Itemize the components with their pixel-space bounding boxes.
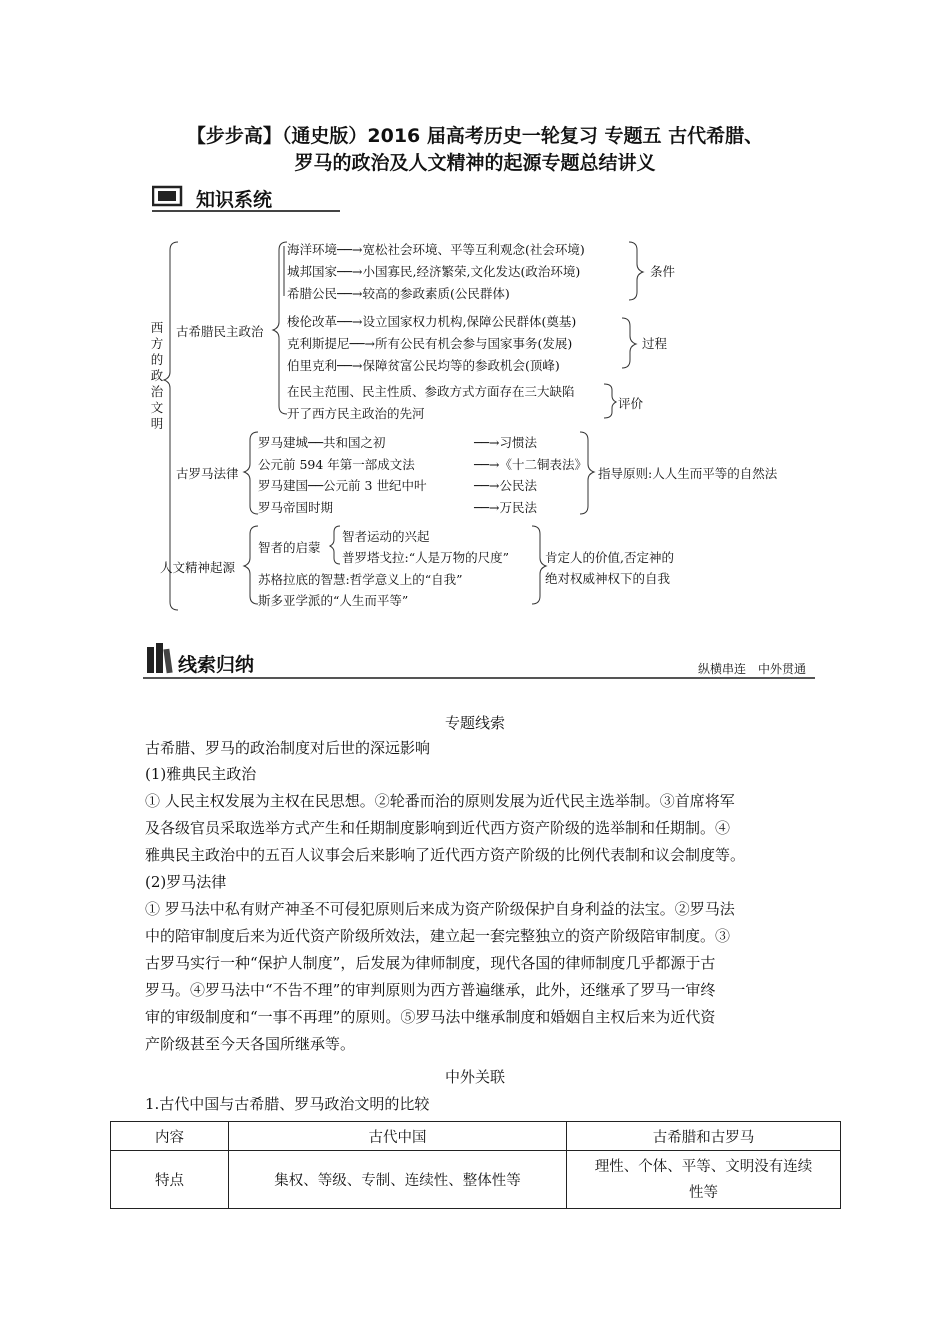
humanism-conclusion: 绝对权威神权下的自我 bbox=[545, 571, 671, 586]
page-title-line1: 【步步高】（通史版）2016 届高考历史一轮复习 专题五 古代希腊、 bbox=[186, 125, 764, 147]
table-header: 内容 bbox=[111, 1122, 229, 1151]
evaluation-item: 开了西方民主政治的先河 bbox=[287, 406, 425, 421]
clue-intro: 古希腊、罗马的政治制度对后世的深远影响 bbox=[145, 739, 431, 757]
roman-line: 古罗马实行一种“保护人制度”，后发展为律师制度，现代各国的律师制度几乎都源于古 bbox=[145, 954, 716, 972]
process-item: 伯里克利──→保障贫富公民均等的参政机会(顶峰) bbox=[287, 358, 560, 373]
relation-item1: 1.古代中国与古希腊、罗马政治文明的比较 bbox=[145, 1095, 430, 1113]
table-cell bbox=[567, 1151, 841, 1209]
relation-heading: 中外关联 bbox=[444, 1068, 505, 1086]
comparison-table bbox=[110, 1121, 841, 1209]
condition-item: 海洋环境──→宽松社会环境、平等互利观念(社会环境) bbox=[287, 242, 585, 257]
roman-stage: 公元前 594 年第一部成文法 bbox=[258, 457, 415, 472]
roman-stage: 罗马帝国时期 bbox=[258, 500, 334, 515]
roman-line: ① 罗马法中私有财产神圣不可侵犯原则后来成为资产阶级保护自身利益的法宝。②罗马法 bbox=[145, 900, 735, 918]
roman-stage: 罗马建城──共和国之初 bbox=[258, 435, 386, 450]
sophist-item: 普罗塔戈拉:“人是万物的尺度” bbox=[342, 550, 509, 565]
athens-line: 及各级官员采取选举方式产生和任期制度影响到近代西方资产阶级的选举制和任期制。④ bbox=[145, 819, 731, 837]
athens-heading: (1)雅典民主政治 bbox=[145, 765, 257, 783]
table-header-row bbox=[111, 1122, 841, 1151]
table-row bbox=[111, 1151, 841, 1209]
table-cell: 集权、等级、专制、连续性、整体性等 bbox=[229, 1151, 567, 1209]
roman-line: 审的审级制度和“一事不再理”的原则。⑤罗马法中继承制度和婚姻自主权后来为近代资 bbox=[145, 1008, 716, 1026]
conditions-label: 条件 bbox=[650, 264, 676, 279]
athens-line: 雅典民主政治中的五百人议事会后来影响了近代西方资产阶级的比例代表制和议会制度等。 bbox=[145, 846, 746, 864]
evaluation-item: 在民主范围、民主性质、参政方式方面存在三大缺陷 bbox=[287, 384, 575, 399]
roman-label: 古罗马法律 bbox=[176, 466, 239, 481]
roman-line: 罗马。④罗马法中“不告不理”的审判原则为西方普遍继承，此外，还继承了罗马一审终 bbox=[145, 981, 716, 999]
roman-principle: 指导原则:人人生而平等的自然法 bbox=[598, 466, 778, 481]
sophist-label: 智者的启蒙 bbox=[258, 540, 321, 555]
roman-line: 中的陪审制度后来为近代资产阶级所效法，建立起一套完整独立的资产阶级陪审制度。③ bbox=[145, 927, 731, 945]
condition-item: 希腊公民──→较高的参政素质(公民群体) bbox=[287, 286, 510, 301]
athens-line: ① 人民主权发展为主权在民思想。②轮番而治的原则发展为近代民主选举制。③首席将军 bbox=[145, 792, 735, 810]
roman-line: 产阶级甚至今天各国所继承等。 bbox=[145, 1035, 356, 1053]
table-header: 古希腊和古罗马 bbox=[567, 1122, 841, 1151]
table-cell-line: 理性、个体、平等、文明没有连续 bbox=[594, 1158, 813, 1175]
section-clue-subtitle: 纵横串连 中外贯通 bbox=[698, 662, 807, 676]
roman-stage: 罗马建国──公元前 3 世纪中叶 bbox=[258, 478, 427, 493]
roman-law: ──→习惯法 bbox=[474, 435, 538, 450]
process-item: 梭伦改革──→设立国家权力机构,保障公民群体(奠基) bbox=[287, 314, 577, 329]
section-knowledge-title: 知识系统 bbox=[196, 189, 273, 211]
process-item: 克利斯提尼──→所有公民有机会参与国家事务(发展) bbox=[287, 336, 573, 351]
roman-law: ──→万民法 bbox=[474, 500, 538, 515]
humanism-conclusion: 肯定人的价值,否定神的 bbox=[545, 550, 674, 565]
table-cell-line: 性等 bbox=[689, 1184, 718, 1201]
page-title-line2: 罗马的政治及人文精神的起源专题总结讲义 bbox=[294, 152, 656, 174]
sophist-item: 智者运动的兴起 bbox=[342, 529, 430, 544]
roman-law: ──→《十二铜表法》 bbox=[474, 457, 588, 472]
section-clue-title: 线索归纳 bbox=[178, 654, 255, 676]
greek-label: 古希腊民主政治 bbox=[176, 324, 264, 339]
table-header: 古代中国 bbox=[229, 1122, 567, 1151]
evaluation-label: 评价 bbox=[618, 396, 644, 411]
roman-law: ──→公民法 bbox=[474, 478, 538, 493]
diagram-root: 西方的政治文明 bbox=[150, 320, 164, 431]
roman-heading: (2)罗马法律 bbox=[145, 873, 227, 891]
stoic-item: 斯多亚学派的“人生而平等” bbox=[258, 593, 409, 608]
process-label: 过程 bbox=[642, 336, 668, 351]
clue-heading: 专题线索 bbox=[444, 714, 505, 732]
socrates-item: 苏格拉底的智慧:哲学意义上的“自我” bbox=[258, 572, 463, 587]
table-cell: 特点 bbox=[111, 1151, 229, 1209]
humanism-label: 人文精神起源 bbox=[160, 560, 236, 575]
condition-item: 城邦国家──→小国寡民,经济繁荣,文化发达(政治环境) bbox=[287, 264, 581, 279]
